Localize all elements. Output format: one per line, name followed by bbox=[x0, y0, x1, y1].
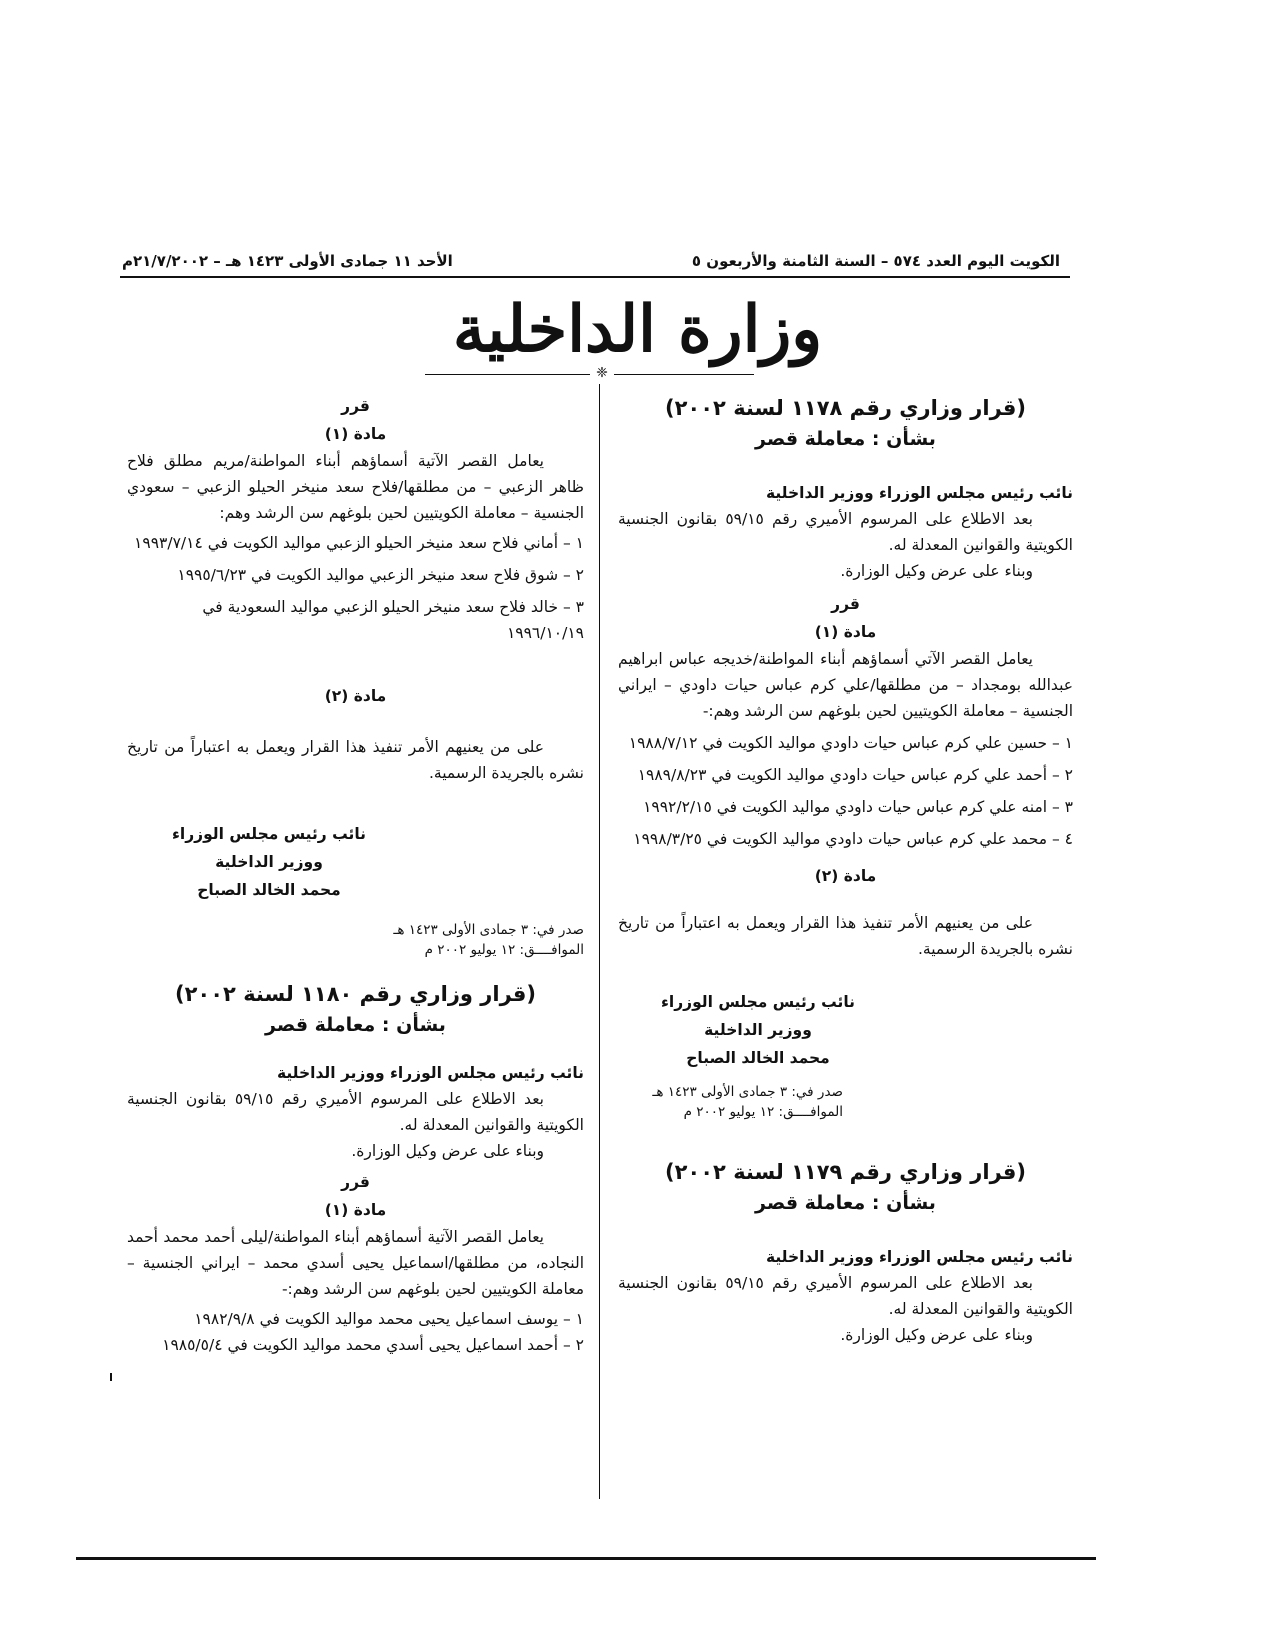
issue-date: صدر في: ٣ جمادى الأولى ١٤٢٣ هـ bbox=[393, 922, 584, 938]
footer-rule bbox=[76, 1557, 1096, 1560]
article-heading: مادة (٢) bbox=[324, 687, 387, 705]
issue-header: الكويت اليوم العدد ٥٧٤ – السنة الثامنة والأربعون ٥ bbox=[691, 252, 1060, 270]
decision-subject: بشأن : معاملة قصر bbox=[755, 428, 936, 450]
issue-date-block bbox=[127, 920, 584, 960]
margin-mark bbox=[110, 1373, 112, 1381]
article-heading: مادة (١) bbox=[814, 623, 877, 641]
list-item: ١ – حسين علي كرم عباس حيات داودي مواليد الكويت في ١٩٨٨/٧/١٢ bbox=[628, 734, 1073, 752]
list-item: ٤ – محمد علي كرم عباس حيات داودي مواليد الكويت في ١٩٩٨/٣/٢٥ bbox=[633, 830, 1073, 848]
list-item: ١ – أماني فلاح سعد منيخر الحيلو الزعبي مواليد الكويت في ١٩٩٣/٧/١٤ bbox=[134, 534, 584, 552]
header-rule bbox=[120, 276, 1070, 278]
list-item: ٢ – شوق فلاح سعد منيخر الزعبي مواليد الكويت في ١٩٩٥/٦/٢٣ bbox=[177, 566, 584, 584]
article-heading: مادة (١) bbox=[324, 425, 387, 443]
ornament-line-right bbox=[614, 374, 754, 375]
preamble-text: وبناء على عرض وكيل الوزارة. bbox=[840, 562, 1033, 580]
signature-line: محمد الخالد الصباح bbox=[197, 881, 341, 899]
decision-1179-continued bbox=[127, 392, 584, 960]
issue-date-gregorian: الموافــــق: ١٢ يوليو ٢٠٠٢ م bbox=[683, 1104, 843, 1120]
preamble-text: بعد الاطلاع على المرسوم الأميري رقم ٥٩/١٥ بقانون الجنسية الكويتية والقوانين المعدلة له. bbox=[618, 510, 1073, 554]
article-text: يعامل القصر الآتي أسماؤهم أبناء المواطنة/خديجه عباس ابراهيم عبدالله بومجداد – من مطلقها/علي كرم عباس حيات داودي – ايراني الجنسية – معاملة الكويتيين لحين بلوغهم سن الرشد وهم:- bbox=[618, 650, 1073, 720]
list-item: ٣ – خالد فلاح سعد منيخر الحيلو الزعبي مواليد السعودية في ١٩٩٦/١٠/١٩ bbox=[202, 598, 584, 642]
decision-title: (قرار وزاري رقم ١١٧٩ لسنة ٢٠٠٢) bbox=[665, 1160, 1026, 1184]
decision-subject: بشأن : معاملة قصر bbox=[755, 1192, 936, 1214]
decision-authority: نائب رئيس مجلس الوزراء ووزير الداخلية bbox=[765, 1248, 1073, 1266]
signature-line: ووزير الداخلية bbox=[704, 1021, 812, 1039]
decision-subject: بشأن : معاملة قصر bbox=[265, 1014, 446, 1036]
decision-1178 bbox=[618, 392, 1073, 1122]
column-divider bbox=[599, 384, 600, 1499]
ministry-masthead: وزارة الداخلية bbox=[452, 292, 823, 367]
decision-1179 bbox=[618, 1156, 1073, 1348]
decision-authority: نائب رئيس مجلس الوزراء ووزير الداخلية bbox=[765, 484, 1073, 502]
decision-1180 bbox=[127, 978, 584, 1358]
article-heading: مادة (٢) bbox=[814, 867, 877, 885]
article-text: يعامل القصر الآتية أسماؤهم أبناء المواطنة/ليلى أحمد محمد أحمد النجاده، من مطلقها/اسماعيل يحيى أسدي محمد – ايراني الجنسية – معاملة الكويتيين لحين بلوغهم سن الرشد وهم:- bbox=[127, 1228, 584, 1298]
signature-line: ووزير الداخلية bbox=[215, 853, 323, 871]
ornament-icon: ❈ bbox=[596, 365, 608, 381]
issue-date-block bbox=[618, 1082, 843, 1122]
decided-heading: قرر bbox=[341, 397, 370, 415]
list-item: ٢ – أحمد علي كرم عباس حيات داودي مواليد الكويت في ١٩٨٩/٨/٢٣ bbox=[637, 766, 1073, 784]
list-item: ٣ – امنه علي كرم عباس حيات داودي مواليد الكويت في ١٩٩٢/٢/١٥ bbox=[643, 798, 1073, 816]
decision-title: (قرار وزاري رقم ١١٨٠ لسنة ٢٠٠٢) bbox=[175, 982, 536, 1006]
decided-heading: قرر bbox=[341, 1173, 370, 1191]
signature-block bbox=[643, 988, 873, 1072]
preamble-text: بعد الاطلاع على المرسوم الأميري رقم ٥٩/١٥ بقانون الجنسية الكويتية والقوانين المعدلة له. bbox=[618, 1274, 1073, 1318]
article-heading: مادة (١) bbox=[324, 1201, 387, 1219]
left-column bbox=[127, 392, 584, 1358]
signature-line: نائب رئيس مجلس الوزراء bbox=[172, 825, 366, 843]
article-text: على من يعنيهم الأمر تنفيذ هذا القرار ويعمل به اعتباراً من تاريخ نشره بالجريدة الرسمية. bbox=[127, 738, 584, 782]
decided-heading: قرر bbox=[831, 595, 860, 613]
date-header: الأحد ١١ جمادى الأولى ١٤٢٣ هـ – ٢١/٧/٢٠٠٢م bbox=[122, 252, 453, 270]
preamble-text: بعد الاطلاع على المرسوم الأميري رقم ٥٩/١٥ بقانون الجنسية الكويتية والقوانين المعدلة له. bbox=[127, 1090, 584, 1134]
preamble-text: وبناء على عرض وكيل الوزارة. bbox=[840, 1326, 1033, 1344]
article-text: يعامل القصر الآتية أسماؤهم أبناء المواطنة/مريم مطلق فلاح ظاهر الزعبي – من مطلقها/فلاح سعد منيخر الحيلو الزعبي – سعودي الجنسية – معاملة الكويتيين لحين بلوغهم سن الرشد وهم: bbox=[127, 452, 584, 522]
article-text: على من يعنيهم الأمر تنفيذ هذا القرار ويعمل به اعتباراً من تاريخ نشره بالجريدة الرسمية. bbox=[618, 914, 1073, 958]
list-item: ١ – يوسف اسماعيل يحيى محمد مواليد الكويت في ١٩٨٢/٩/٨ bbox=[194, 1310, 584, 1328]
preamble-text: وبناء على عرض وكيل الوزارة. bbox=[351, 1142, 544, 1160]
issue-date-gregorian: الموافــــق: ١٢ يوليو ٢٠٠٢ م bbox=[424, 942, 584, 958]
signature-line: محمد الخالد الصباح bbox=[686, 1049, 830, 1067]
signature-block bbox=[154, 820, 384, 904]
decision-authority: نائب رئيس مجلس الوزراء ووزير الداخلية bbox=[276, 1064, 584, 1082]
decision-title: (قرار وزاري رقم ١١٧٨ لسنة ٢٠٠٢) bbox=[665, 396, 1026, 420]
ornament-line-left bbox=[425, 374, 590, 375]
right-column bbox=[618, 392, 1073, 1348]
issue-date: صدر في: ٣ جمادى الأولى ١٤٢٣ هـ bbox=[652, 1084, 843, 1100]
list-item: ٢ – أحمد اسماعيل يحيى أسدي محمد مواليد الكويت في ١٩٨٥/٥/٤ bbox=[162, 1336, 584, 1354]
signature-line: نائب رئيس مجلس الوزراء bbox=[661, 993, 855, 1011]
